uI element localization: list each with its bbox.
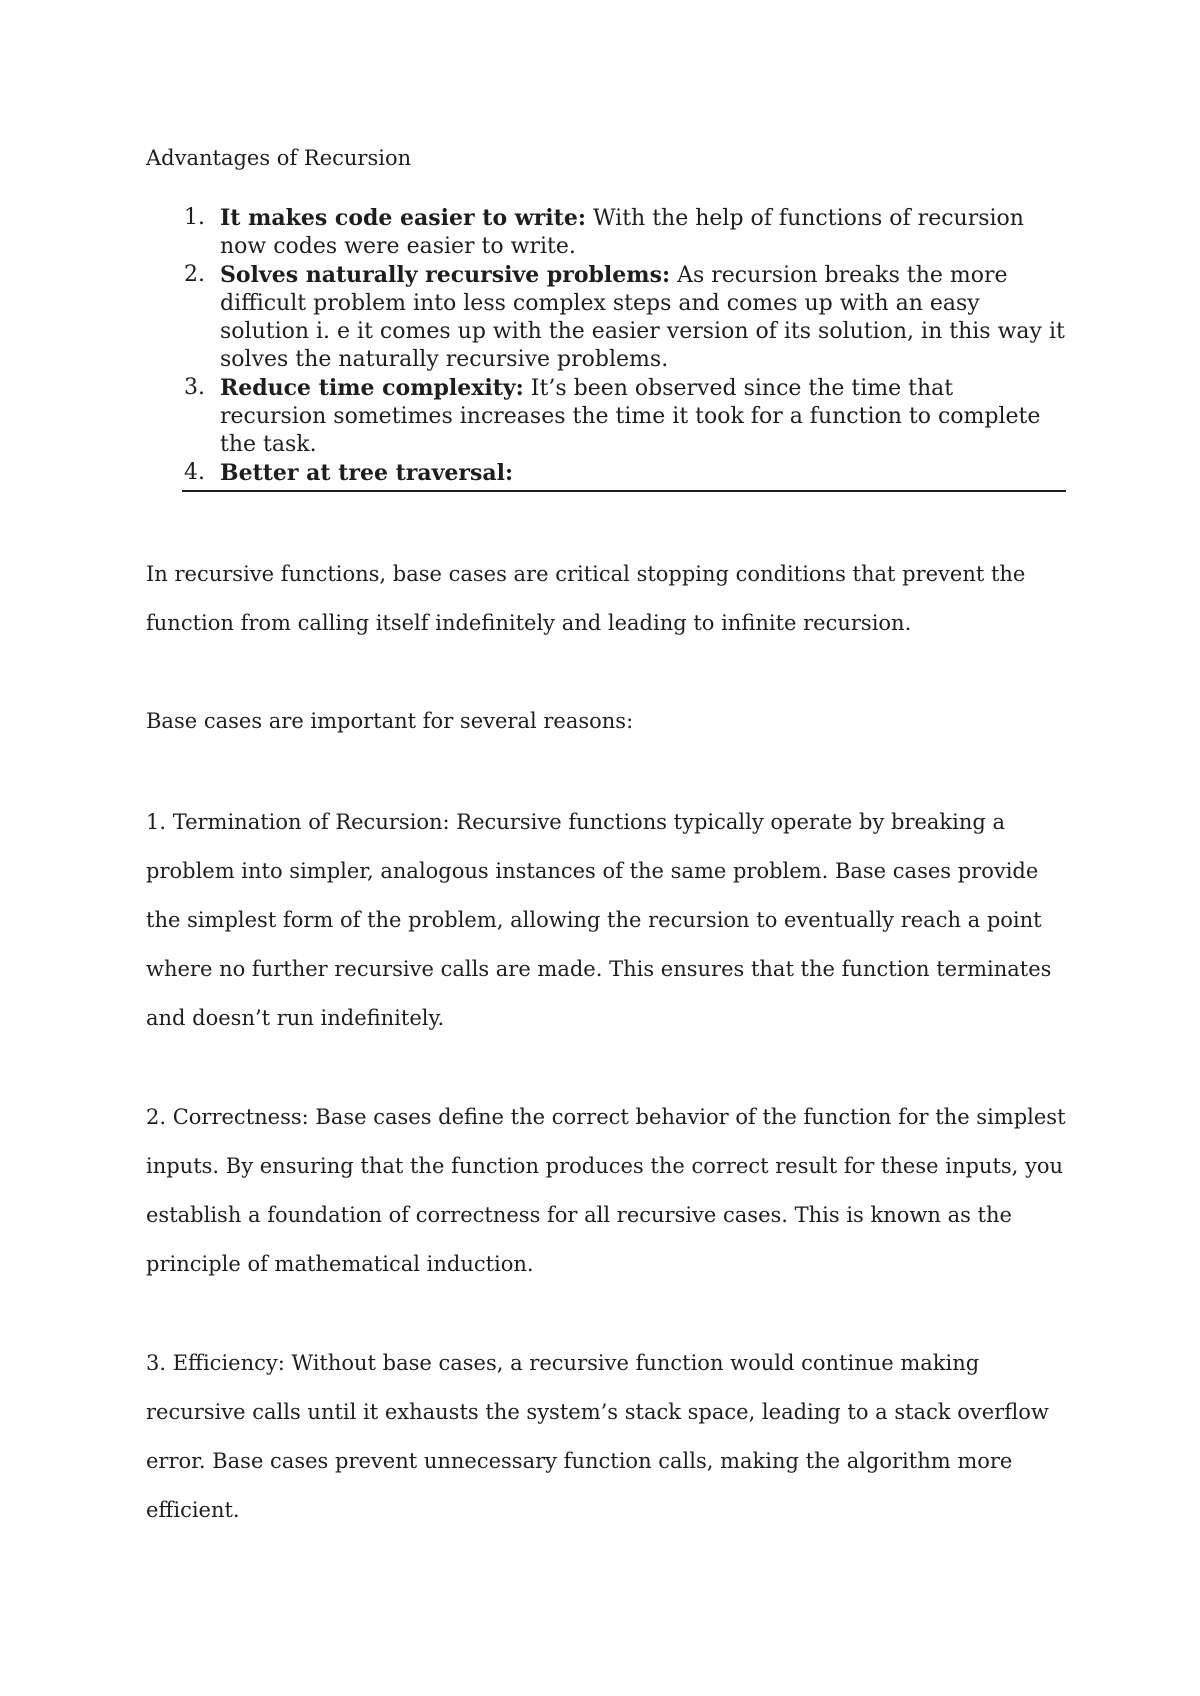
reason-paragraph-efficiency: 3. Efficiency: Without base cases, a recursive function would continue making recursive calls until it exhausts the system’s stack space, leading to a stack overflow error. Base cases prevent unnecessary function calls, making the algorithm more efficient. — [146, 1351, 1049, 1522]
advantage-item — [146, 204, 1066, 261]
advantage-number: 4. — [184, 460, 205, 485]
advantage-item — [182, 459, 1066, 492]
advantage-text: As recursion breaks the more difficult problem into less complex steps and comes up with an easy solution i. e it comes up with the easier version of its solution, in this way it solves the naturally recursive problems. — [220, 263, 1065, 372]
advantage-number: 2. — [184, 262, 205, 287]
advantage-title: Better at tree traversal: — [220, 460, 514, 486]
advantage-text: With the help of functions of recursion now codes were easier to write. — [220, 206, 1024, 259]
advantage-number: 3. — [184, 375, 205, 400]
advantage-item — [146, 374, 1066, 459]
advantage-title: It makes code easier to write: — [220, 205, 586, 231]
page-title: Advantages of Recursion — [146, 146, 412, 170]
advantage-item — [146, 261, 1066, 374]
advantage-text: It’s been observed since the time that recursion sometimes increases the time it took for a function to complete the task. — [220, 376, 1041, 457]
advantage-title: Reduce time complexity: — [220, 375, 524, 401]
reason-paragraph-correctness: 2. Correctness: Base cases define the correct behavior of the function for the simplest inputs. By ensuring that the function produces the correct result for these inputs, you establish a foundation of correctness for all recursive cases. This is known as the principle of mathematical induction. — [146, 1105, 1066, 1276]
advantages-list — [146, 204, 1066, 492]
reason-paragraph-termination: 1. Termination of Recursion: Recursive functions typically operate by breaking a problem into simpler, analogous instances of the same problem. Base cases provide the simplest form of the problem, allowing the recursion to eventually reach a point where no further recursive calls are made. This ensures that the function terminates and doesn’t run indefinitely. — [146, 810, 1052, 1030]
reasons-heading: Base cases are important for several reasons: — [146, 709, 634, 733]
advantage-number: 1. — [184, 205, 205, 230]
advantage-title: Solves naturally recursive problems: — [220, 262, 671, 288]
intro-paragraph: In recursive functions, base cases are critical stopping conditions that prevent the function from calling itself indefinitely and leading to infinite recursion. — [146, 562, 1026, 635]
